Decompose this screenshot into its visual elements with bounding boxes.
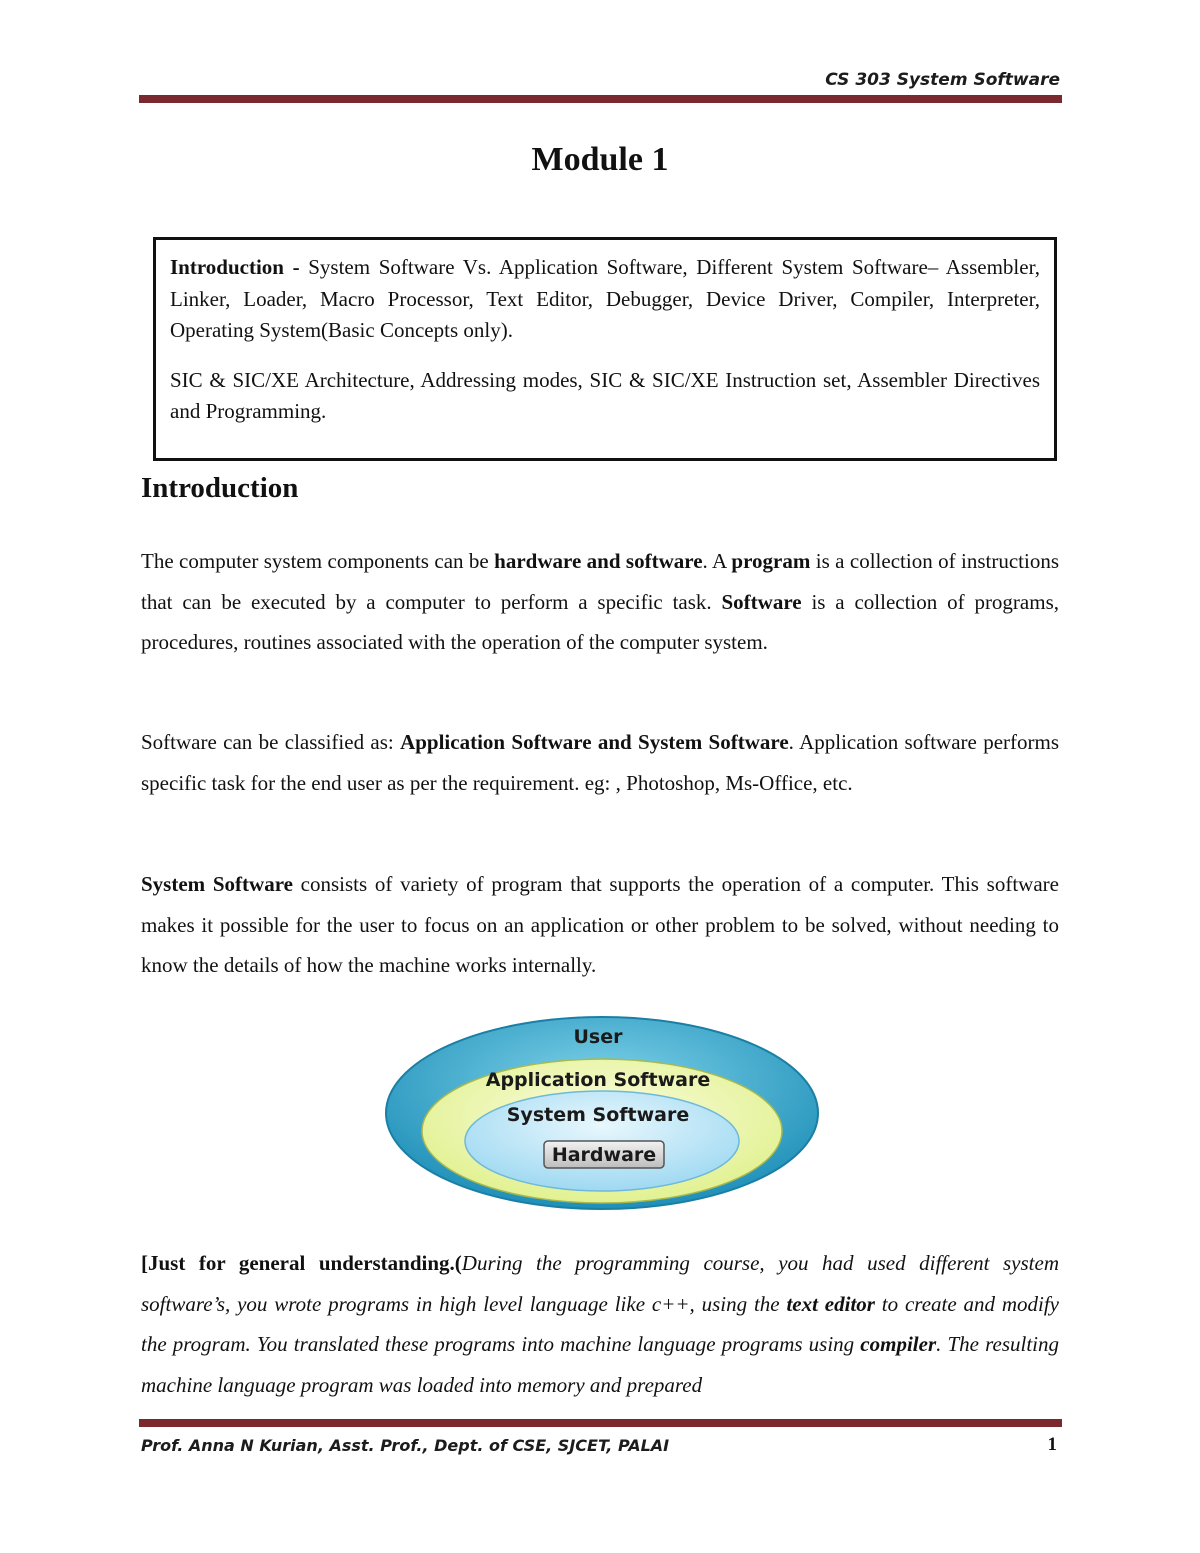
label-hardware: Hardware (551, 1144, 657, 1166)
syllabus-topics: System Software Vs. Application Software, Different System Software– Assembler, Linker, Loader, Macro Processor, Text Editor, Debugger, Device Driver, Compiler, Interpreter, Operating System(Basic Concepts only). (170, 255, 1040, 342)
page-number: 1 (1047, 1434, 1057, 1455)
footer-author: Prof. Anna N Kurian, Asst. Prof., Dept. of CSE, SJCET, PALAI (141, 1436, 670, 1455)
page-title: Module 1 (531, 141, 669, 178)
syllabus-line-2: SIC & SIC/XE Architecture, Addressing modes, SIC & SIC/XE Instruction set, Assembler Directives and Programming. (170, 367, 1040, 423)
syllabus-line-1 (170, 252, 1040, 347)
label-application-software: Application Software (485, 1069, 711, 1091)
running-header: CS 303 System Software (825, 70, 1060, 90)
label-system-software: System Software (506, 1104, 690, 1126)
footer-rule (139, 1419, 1062, 1427)
paragraph-components: The computer system components can be hardware and software. A program is a collection of instructions that can be executed by a computer to perform a specific task. Software is a collection of programs, procedures, routines associated with the operation of the computer system. (141, 549, 1060, 654)
label-user: User (573, 1026, 623, 1048)
syllabus-box (153, 237, 1057, 461)
paragraph-system-software: System Software consists of variety of program that supports the operation of a computer. This software makes it possible for the user to focus on an application or other problem to be solved, without needing to know the details of how the machine works internally. (141, 872, 1059, 977)
paragraph-classification: Software can be classified as: Application Software and System Software. Application software performs specific task for the end user as per the requirement. eg: , Photoshop, Ms-Office, etc. (141, 730, 1060, 795)
section-heading: Introduction (141, 472, 299, 504)
paragraph-general-understanding: [Just for general understanding.(During the programming course, you had used different system software’s, you wrote programs in high level language like c++, using the text editor to create and modify the program. You translated these programs into machine language programs using compiler. The resulting machine language program was loaded into memory and prepared (141, 1251, 1060, 1397)
software-layers-diagram (382, 1013, 822, 1213)
syllabus-intro-label: Introduction - (170, 255, 309, 279)
header-rule (139, 95, 1062, 103)
